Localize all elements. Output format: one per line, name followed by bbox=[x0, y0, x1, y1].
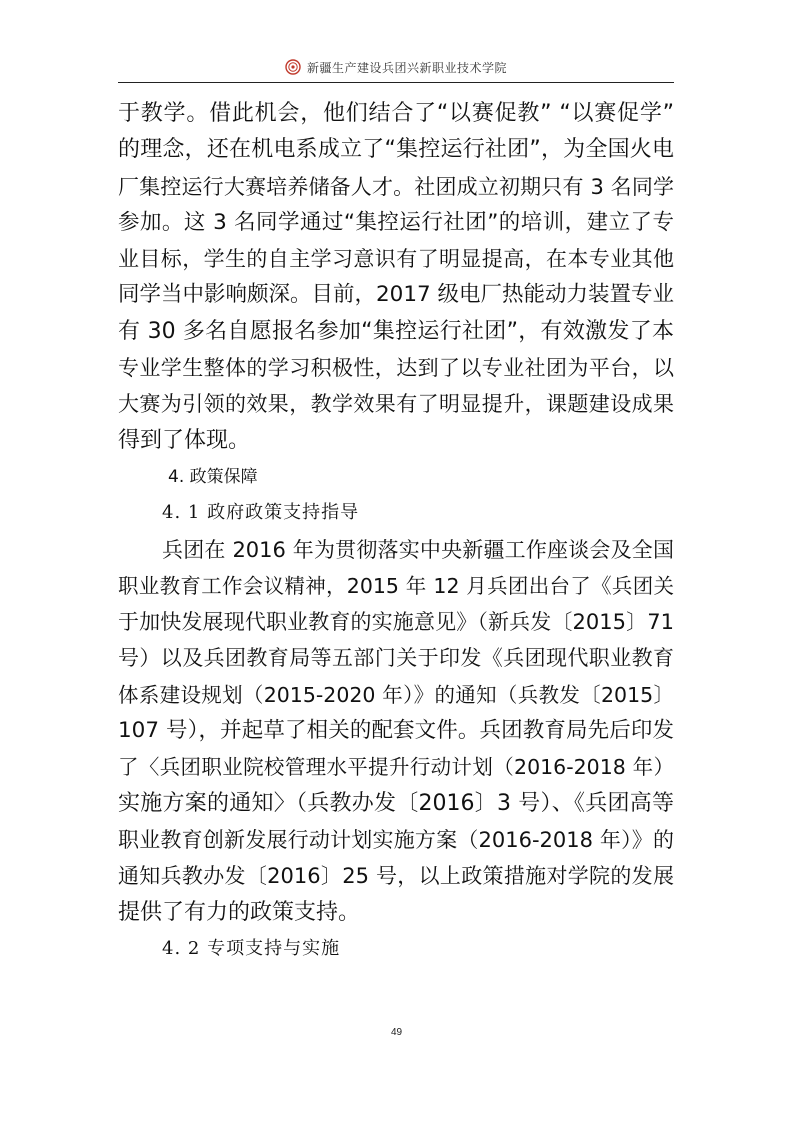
text-line: 厂集控运行大赛培养储备人才。社团成立初期只有 3 名同学 bbox=[118, 174, 674, 199]
text-line: 通知兵教办发〔2016〕25 号，以上政策措施对学院的发展 bbox=[118, 864, 674, 889]
text-line: 号）以及兵团教育局等五部门关于印发《兵团现代职业教育 bbox=[118, 646, 674, 671]
page-number: 49 bbox=[390, 1027, 403, 1038]
text-line: 于加快发展现代职业教育的实施意见》（新兵发〔2015〕71 bbox=[118, 610, 674, 635]
school-logo-icon bbox=[285, 59, 301, 75]
text-line: 体系建设规划（2015-2020 年）》的通知（兵教发〔2015〕 bbox=[118, 682, 674, 707]
section-heading: 4. 政策保障 bbox=[168, 466, 258, 487]
text-line: 于教学。借此机会，他们结合了“以赛促教” “以赛促学” bbox=[118, 101, 674, 126]
text-line: 职业教育创新发展行动计划实施方案（2016-2018 年）》的 bbox=[118, 827, 674, 852]
text-line: 业目标，学生的自主学习意识有了明显提高，在本专业其他 bbox=[118, 247, 674, 272]
text-line: 提供了有力的政策支持。 bbox=[118, 899, 361, 925]
text-line: 同学当中影响颇深。目前，2017 级电厂热能动力装置专业 bbox=[118, 282, 675, 308]
text-line: 有 30 多名自愿报名参加“集控运行社团”，有效激发了本 bbox=[118, 318, 674, 344]
text-line: 107 号），并起草了相关的配套文件。兵团教育局先后印发 bbox=[118, 718, 674, 744]
paragraph-1 bbox=[118, 96, 674, 459]
subsection-heading: 4. 1 政府政策支持指导 bbox=[162, 502, 360, 524]
text-line: 大赛为引领的效果，教学效果有了明显提升，课题建设成果 bbox=[118, 392, 674, 417]
text-line: 职业教育工作会议精神，2015 年 12 月兵团出台了《兵团关 bbox=[118, 573, 674, 598]
text-line: 的理念，还在机电系成立了“集控运行社团”，为全国火电 bbox=[118, 137, 674, 163]
header-title: 新疆生产建设兵团兴新职业技术学院 bbox=[306, 60, 507, 75]
text-line: 实施方案的通知〉（兵教办发〔2016〕3 号）、《兵团高等 bbox=[118, 790, 674, 816]
text-line: 得到了体现。 bbox=[118, 427, 251, 453]
text-line: 参加。这 3 名同学通过“集控运行社团”的培训，建立了专 bbox=[118, 209, 674, 235]
page-header bbox=[118, 52, 674, 83]
subsection-heading: 4. 2 专项支持与实施 bbox=[162, 937, 341, 959]
paragraph-2 bbox=[118, 532, 674, 931]
text-line: 兵团在 2016 年为贯彻落实中央新疆工作座谈会及全国 bbox=[162, 537, 674, 562]
text-line: 了〈兵团职业院校管理水平提升行动计划（2016-2018 年） bbox=[118, 755, 674, 780]
text-line: 专业学生整体的学习积极性，达到了以专业社团为平台，以 bbox=[118, 356, 674, 381]
page-body bbox=[118, 96, 674, 967]
